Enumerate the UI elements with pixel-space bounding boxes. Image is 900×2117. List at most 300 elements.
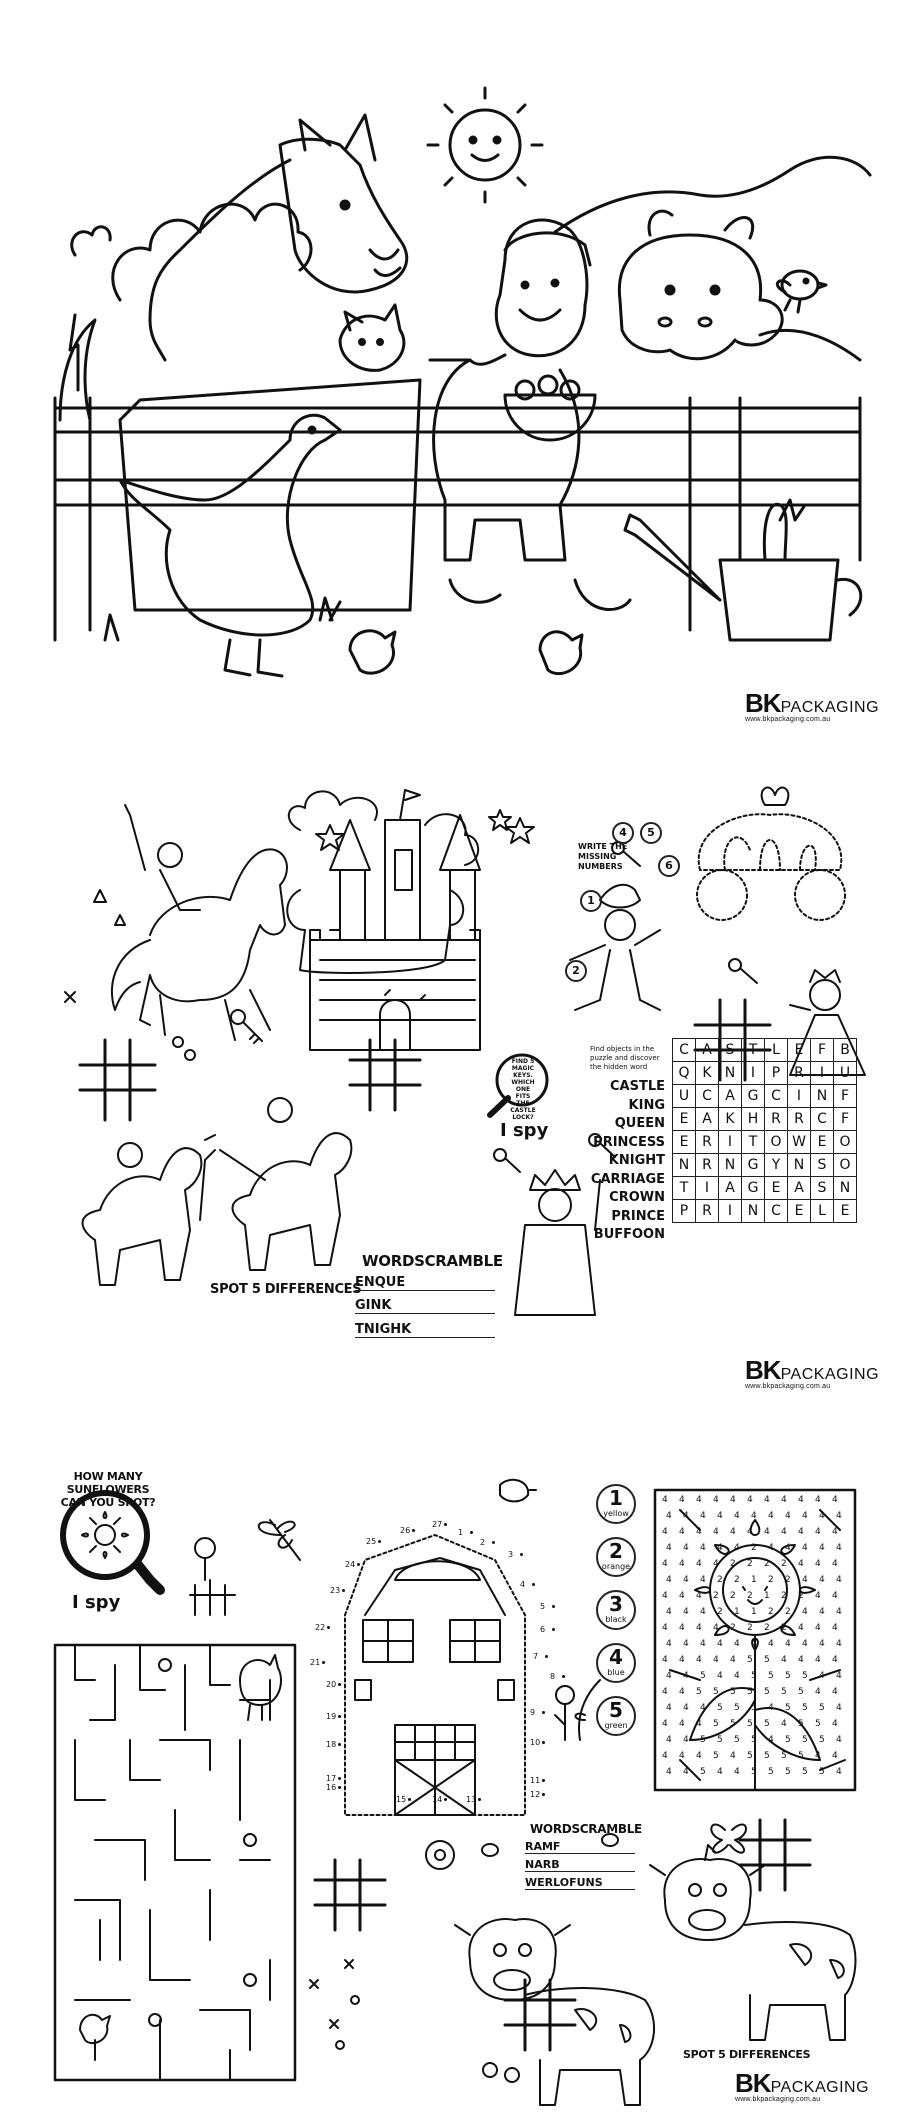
wordsearch-cell: G	[742, 1085, 765, 1108]
cbn-digit: 5	[717, 1735, 723, 1745]
sheet-castle-activities	[0, 760, 900, 1400]
cbn-digit: 4	[679, 1687, 685, 1697]
wordsearch-cell: R	[788, 1108, 811, 1131]
dot-number: 8	[550, 1672, 556, 1681]
cbn-digit: 5	[751, 1703, 757, 1713]
cbn-digit: 1	[751, 1607, 757, 1617]
scramble-word-2: GINK	[355, 1298, 495, 1314]
cbn-digit: 1	[751, 1575, 757, 1585]
dot-number: 21	[310, 1658, 321, 1667]
cbn-digit: 4	[700, 1703, 706, 1713]
cbn-digit: 4	[713, 1623, 719, 1633]
cbn-digit: 5	[751, 1671, 757, 1681]
cbn-digit: 4	[696, 1655, 702, 1665]
wordsearch-cell: R	[765, 1108, 788, 1131]
cbn-digit: 4	[764, 1527, 770, 1537]
cbn-digit: 4	[785, 1639, 791, 1649]
cbn-digit: 5	[747, 1655, 753, 1665]
wordsearch-cell: I	[788, 1085, 811, 1108]
cbn-digit: 4	[836, 1639, 842, 1649]
cbn-digit: 2	[751, 1543, 757, 1553]
dot-number: 23	[330, 1586, 341, 1595]
dot-number: 9	[530, 1708, 536, 1717]
castle-icon	[287, 790, 480, 1050]
logo-packaging: PACKAGING	[770, 2079, 870, 2096]
wordsearch-cell: O	[834, 1154, 857, 1177]
dot-number: 20	[326, 1680, 337, 1689]
cbn-digit: 4	[836, 1511, 842, 1521]
wordsearch-cell: E	[834, 1200, 857, 1223]
cbn-digit: 4	[815, 1655, 821, 1665]
cbn-digit: 4	[730, 1495, 736, 1505]
cbn-digit: 4	[815, 1559, 821, 1569]
cbn-digit: 4	[798, 1495, 804, 1505]
cbn-digit: 4	[666, 1639, 672, 1649]
cbn-digit: 4	[679, 1719, 685, 1729]
cbn-digit: 4	[768, 1511, 774, 1521]
knight-horse-icon	[112, 805, 287, 1040]
dot-number: 1	[458, 1528, 464, 1537]
cbn-digit: 4	[683, 1671, 689, 1681]
dot-number: 27	[432, 1520, 443, 1529]
how-many-sunflowers-label: HOW MANY SUNFLOWERS CAN YOU SPOT?	[60, 1470, 156, 1509]
cbn-digit: 5	[785, 1767, 791, 1777]
wordsearch-cell: P	[765, 1062, 788, 1085]
cbn-digit: 5	[798, 1687, 804, 1697]
missing-number-1: 1	[580, 890, 602, 912]
cbn-digit: 5	[785, 1671, 791, 1681]
brand-url: www.bkpackaging.com.au	[745, 1383, 831, 1390]
cbn-digit: 4	[836, 1575, 842, 1585]
wordlist-item: CARRIAGE	[590, 1171, 665, 1187]
cbn-digit: 4	[713, 1559, 719, 1569]
cbn-digit: 4	[734, 1511, 740, 1521]
cbn-digit: 4	[734, 1543, 740, 1553]
cbn-digit: 5	[700, 1671, 706, 1681]
wordsearch-cell: N	[788, 1154, 811, 1177]
cbn-digit: 4	[717, 1511, 723, 1521]
cbn-digit: 4	[832, 1623, 838, 1633]
cbn-digit: 2	[747, 1591, 753, 1601]
cbn-digit: 5	[747, 1719, 753, 1729]
cbn-digit: 2	[798, 1591, 804, 1601]
cbn-digit: 5	[751, 1735, 757, 1745]
cbn-digit: 4	[832, 1687, 838, 1697]
cbn-digit: 4	[819, 1575, 825, 1585]
cbn-digit: 4	[696, 1623, 702, 1633]
cbn-digit: 4	[832, 1591, 838, 1601]
wordsearch-cell: A	[696, 1108, 719, 1131]
cbn-digit: 5	[764, 1751, 770, 1761]
color-key-2: 2 orange	[596, 1537, 636, 1577]
cbn-digit: 5	[764, 1687, 770, 1697]
wordsearch-row	[673, 1062, 857, 1085]
wordsearch-cell: A	[719, 1177, 742, 1200]
cbn-digit: 4	[836, 1607, 842, 1617]
dot-number: 24	[345, 1560, 356, 1569]
cbn-digit: 5	[717, 1703, 723, 1713]
cbn-digit: 5	[747, 1687, 753, 1697]
dot-number: 6	[540, 1625, 546, 1634]
cbn-digit: 4	[700, 1511, 706, 1521]
cbn-digit: 4	[768, 1639, 774, 1649]
cbn-digit: 4	[832, 1559, 838, 1569]
cbn-digit: 4	[683, 1767, 689, 1777]
dot-number: 16	[326, 1783, 337, 1792]
cbn-digit: 4	[832, 1751, 838, 1761]
wordsearch-row	[673, 1177, 857, 1200]
cbn-digit: 5	[768, 1767, 774, 1777]
dot-number: 5	[540, 1602, 546, 1611]
cbn-digit: 5	[764, 1719, 770, 1729]
logo-bk: BK	[745, 1355, 781, 1385]
color-key-1: 1 yellow	[596, 1484, 636, 1524]
cbn-digit: 2	[785, 1607, 791, 1617]
color-by-number-digits	[0, 1440, 900, 2117]
scramble-word-3: WERLOFUNS	[525, 1876, 635, 1890]
cbn-digit: 4	[679, 1495, 685, 1505]
bird-icon	[777, 271, 826, 312]
wordsearch-cell: E	[673, 1108, 696, 1131]
key-icon	[231, 1010, 262, 1043]
wordsearch-cell: I	[719, 1131, 742, 1154]
wordsearch-cell: E	[673, 1131, 696, 1154]
scramble-word-1: RAMF	[525, 1840, 635, 1854]
sheet-farm-coloring	[0, 0, 900, 723]
cbn-digit: 4	[662, 1687, 668, 1697]
dot-number: 3	[508, 1550, 514, 1559]
cbn-digit: 5	[700, 1735, 706, 1745]
cbn-digit: 5	[734, 1735, 740, 1745]
wordsearch-cell: I	[742, 1062, 765, 1085]
sun-icon	[428, 88, 542, 202]
wordsearch-cell: E	[788, 1039, 811, 1062]
wordsearch-cell: E	[811, 1131, 834, 1154]
missing-number-6: 6	[658, 855, 680, 877]
wordsearch-cell: E	[765, 1177, 788, 1200]
cbn-digit: 4	[734, 1671, 740, 1681]
watering-can-icon	[625, 504, 861, 640]
wordsearch-cell: K	[696, 1062, 719, 1085]
cbn-digit: 2	[747, 1559, 753, 1569]
brand-logo	[745, 688, 879, 723]
cbn-digit: 2	[713, 1591, 719, 1601]
color-key-5: 5 green	[596, 1696, 636, 1736]
cbn-digit: 4	[683, 1735, 689, 1745]
wordsearch-row	[673, 1200, 857, 1223]
cbn-digit: 4	[696, 1495, 702, 1505]
wordsearch-cell: G	[742, 1154, 765, 1177]
wordsearch-cell: H	[742, 1108, 765, 1131]
carriage-icon	[697, 788, 845, 920]
dot-number: 15	[396, 1795, 407, 1804]
cbn-digit: 4	[734, 1639, 740, 1649]
cbn-digit: 5	[802, 1767, 808, 1777]
cbn-digit: 4	[700, 1543, 706, 1553]
wordsearch-cell: Q	[673, 1062, 696, 1085]
cbn-digit: 4	[713, 1495, 719, 1505]
wordsearch-cell: A	[719, 1085, 742, 1108]
wordlist-item: QUEEN	[614, 1116, 665, 1131]
wordsearch-cell: A	[696, 1039, 719, 1062]
cbn-digit: 5	[781, 1751, 787, 1761]
wordsearch-cell: L	[811, 1200, 834, 1223]
brand-logo	[745, 1355, 879, 1390]
dot-number: 14	[432, 1795, 443, 1804]
cbn-digit: 2	[717, 1575, 723, 1585]
cbn-digit: 5	[768, 1671, 774, 1681]
cbn-digit: 4	[751, 1639, 757, 1649]
wordsearch-cell: B	[834, 1039, 857, 1062]
cbn-digit: 5	[713, 1751, 719, 1761]
cbn-digit: 4	[666, 1735, 672, 1745]
brand-url: www.bkpackaging.com.au	[745, 716, 831, 723]
wordsearch-cell: E	[788, 1200, 811, 1223]
missing-number-4: 4	[612, 822, 634, 844]
wordsearch-cell: S	[811, 1154, 834, 1177]
wordsearch-cell: U	[673, 1085, 696, 1108]
wordlist-item: PRINCE	[611, 1208, 665, 1224]
cbn-digit: 4	[662, 1751, 668, 1761]
cbn-digit: 4	[819, 1543, 825, 1553]
cbn-digit: 4	[679, 1559, 685, 1569]
cbn-digit: 4	[679, 1655, 685, 1665]
cbn-digit: 2	[717, 1607, 723, 1617]
wordsearch-cell: N	[834, 1177, 857, 1200]
cbn-digit: 4	[815, 1623, 821, 1633]
wordsearch-grid	[672, 1038, 857, 1223]
wordsearch-cell: O	[765, 1131, 788, 1154]
wordsearch-row	[673, 1131, 857, 1154]
wordsearch-cell: C	[696, 1085, 719, 1108]
cbn-digit: 4	[819, 1671, 825, 1681]
cbn-digit: 4	[815, 1751, 821, 1761]
cbn-digit: 5	[764, 1655, 770, 1665]
cbn-digit: 4	[696, 1719, 702, 1729]
cbn-digit: 4	[802, 1543, 808, 1553]
cbn-digit: 5	[713, 1719, 719, 1729]
logo-bk: BK	[735, 2068, 771, 2098]
cbn-digit: 2	[730, 1559, 736, 1569]
cbn-digit: 4	[768, 1735, 774, 1745]
cbn-digit: 5	[781, 1687, 787, 1697]
wordsearch-cell: I	[696, 1177, 719, 1200]
wordsearch-row	[673, 1108, 857, 1131]
cbn-digit: 4	[683, 1703, 689, 1713]
cbn-digit: 4	[785, 1511, 791, 1521]
wordsearch-row	[673, 1154, 857, 1177]
wordsearch-cell: T	[742, 1039, 765, 1062]
spot-differences-label: SPOT 5 DIFFERENCES	[683, 2048, 811, 2061]
scramble-word-3: TNIGHK	[355, 1322, 495, 1338]
dot-number: 19	[326, 1712, 337, 1721]
dot-number: 25	[366, 1537, 377, 1546]
wordscramble-title: WORDSCRAMBLE	[530, 1822, 642, 1836]
wordsearch-cell: U	[834, 1062, 857, 1085]
wordsearch-cell: L	[765, 1039, 788, 1062]
missing-number-5: 5	[640, 822, 662, 844]
wordscramble-title: WORDSCRAMBLE	[362, 1252, 503, 1270]
cbn-digit: 4	[679, 1591, 685, 1601]
cbn-digit: 4	[666, 1767, 672, 1777]
cbn-digit: 5	[700, 1767, 706, 1777]
cbn-digit: 4	[713, 1655, 719, 1665]
cbn-digit: 4	[819, 1511, 825, 1521]
wordsearch-cell: P	[673, 1200, 696, 1223]
cbn-digit: 5	[798, 1719, 804, 1729]
cbn-digit: 4	[734, 1767, 740, 1777]
cbn-digit: 2	[747, 1623, 753, 1633]
wordsearch-cell: A	[788, 1177, 811, 1200]
cbn-digit: 4	[798, 1559, 804, 1569]
wordlist-item: BUFFOON	[593, 1227, 665, 1242]
cbn-digit: 5	[798, 1751, 804, 1761]
cbn-digit: 4	[764, 1495, 770, 1505]
missing-number-2: 2	[565, 960, 587, 982]
cbn-digit: 4	[802, 1511, 808, 1521]
cbn-digit: 4	[781, 1719, 787, 1729]
wordlist-item: KING	[628, 1097, 665, 1113]
cbn-digit: 4	[696, 1527, 702, 1537]
wordlist-item: PRINCESS	[593, 1134, 665, 1150]
wordsearch-cell: F	[811, 1039, 834, 1062]
dot-number: 12	[530, 1790, 541, 1799]
cbn-digit: 4	[717, 1543, 723, 1553]
cbn-digit: 5	[747, 1751, 753, 1761]
cbn-digit: 4	[730, 1527, 736, 1537]
sheet-farm-activities	[0, 1440, 900, 2117]
cbn-digit: 4	[832, 1527, 838, 1537]
cbn-digit: 4	[798, 1527, 804, 1537]
wordsearch-cell: F	[834, 1108, 857, 1131]
cbn-digit: 4	[802, 1607, 808, 1617]
cbn-digit: 2	[785, 1575, 791, 1585]
wordsearch-cell: F	[834, 1085, 857, 1108]
dot-number: 7	[533, 1652, 539, 1661]
cbn-digit: 2	[730, 1623, 736, 1633]
cbn-digit: 4	[802, 1639, 808, 1649]
dot-number: 18	[326, 1740, 337, 1749]
cbn-digit: 4	[832, 1495, 838, 1505]
scramble-word-1: ENQUE	[355, 1275, 495, 1291]
cbn-digit: 2	[764, 1559, 770, 1569]
cbn-digit: 4	[815, 1495, 821, 1505]
cbn-digit: 4	[832, 1655, 838, 1665]
wordsearch-cell: I	[719, 1200, 742, 1223]
logo-packaging: PACKAGING	[780, 1366, 880, 1383]
farm-illustration	[0, 0, 900, 720]
cbn-digit: 4	[666, 1703, 672, 1713]
color-key-4: 4 blue	[596, 1643, 636, 1683]
cbn-digit: 4	[700, 1575, 706, 1585]
cbn-digit: 4	[683, 1511, 689, 1521]
cbn-digit: 5	[730, 1687, 736, 1697]
cbn-digit: 4	[832, 1719, 838, 1729]
cbn-digit: 4	[836, 1767, 842, 1777]
cbn-digit: 2	[768, 1575, 774, 1585]
cbn-digit: 4	[662, 1495, 668, 1505]
wordsearch-row	[673, 1039, 857, 1062]
wordsearch-cell: N	[719, 1154, 742, 1177]
wordsearch-cell: T	[673, 1177, 696, 1200]
scramble-word-2: NARB	[525, 1858, 635, 1872]
wordsearch-wordlist	[560, 1078, 665, 1245]
cbn-digit: 4	[798, 1623, 804, 1633]
wordsearch-cell: R	[696, 1200, 719, 1223]
dot-number: 4	[520, 1580, 526, 1589]
cbn-digit: 4	[836, 1735, 842, 1745]
tic-tac-toe-grid	[80, 1040, 155, 1120]
cbn-digit: 2	[781, 1559, 787, 1569]
wordsearch-cell: Y	[765, 1154, 788, 1177]
wordlist-item: CASTLE	[610, 1079, 665, 1094]
cbn-digit: 4	[696, 1591, 702, 1601]
cbn-digit: 4	[666, 1511, 672, 1521]
wordsearch-cell: S	[811, 1177, 834, 1200]
cbn-digit: 4	[819, 1639, 825, 1649]
wordsearch-cell: S	[719, 1039, 742, 1062]
cbn-digit: 2	[764, 1623, 770, 1633]
wordsearch-cell: I	[811, 1062, 834, 1085]
wordsearch-cell: N	[719, 1062, 742, 1085]
cbn-digit: 4	[802, 1575, 808, 1585]
cbn-digit: 5	[785, 1735, 791, 1745]
cbn-digit: 4	[836, 1703, 842, 1713]
cbn-digit: 4	[768, 1543, 774, 1553]
cbn-digit: 4	[679, 1527, 685, 1537]
cbn-digit: 4	[700, 1639, 706, 1649]
cbn-digit: 4	[836, 1671, 842, 1681]
cbn-digit: 4	[683, 1575, 689, 1585]
cbn-digit: 4	[781, 1527, 787, 1537]
cbn-digit: 2	[734, 1575, 740, 1585]
brand-logo	[735, 2068, 869, 2103]
cbn-digit: 5	[730, 1719, 736, 1729]
cbn-digit: 4	[836, 1543, 842, 1553]
cbn-digit: 4	[730, 1751, 736, 1761]
wordsearch-cell: R	[696, 1154, 719, 1177]
i-spy-label: I spy	[500, 1120, 549, 1141]
wordsearch-cell: C	[673, 1039, 696, 1062]
wordsearch-cell: R	[696, 1131, 719, 1154]
cbn-digit: 2	[781, 1591, 787, 1601]
cbn-digit: 4	[751, 1511, 757, 1521]
cbn-digit: 4	[683, 1639, 689, 1649]
wordsearch-cell: C	[811, 1108, 834, 1131]
cbn-digit: 5	[785, 1703, 791, 1713]
wordsearch-cell: T	[742, 1131, 765, 1154]
wordsearch-cell: N	[673, 1154, 696, 1177]
cbn-digit: 5	[815, 1719, 821, 1729]
cbn-digit: 4	[662, 1623, 668, 1633]
dot-number: 2	[480, 1538, 486, 1547]
cbn-digit: 4	[679, 1623, 685, 1633]
write-missing-label: WRITE THE MISSING NUMBERS	[578, 842, 628, 871]
cbn-digit: 5	[819, 1767, 825, 1777]
cbn-digit: 4	[747, 1495, 753, 1505]
cbn-digit: 4	[696, 1751, 702, 1761]
wordsearch-cell: R	[788, 1062, 811, 1085]
cbn-digit: 2	[730, 1591, 736, 1601]
dot-number: 22	[315, 1623, 326, 1632]
cbn-digit: 4	[696, 1559, 702, 1569]
cbn-digit: 5	[751, 1767, 757, 1777]
wordsearch-cell: K	[719, 1108, 742, 1131]
cbn-digit: 4	[666, 1575, 672, 1585]
cbn-digit: 4	[662, 1527, 668, 1537]
cbn-digit: 4	[717, 1767, 723, 1777]
cbn-digit: 4	[798, 1655, 804, 1665]
